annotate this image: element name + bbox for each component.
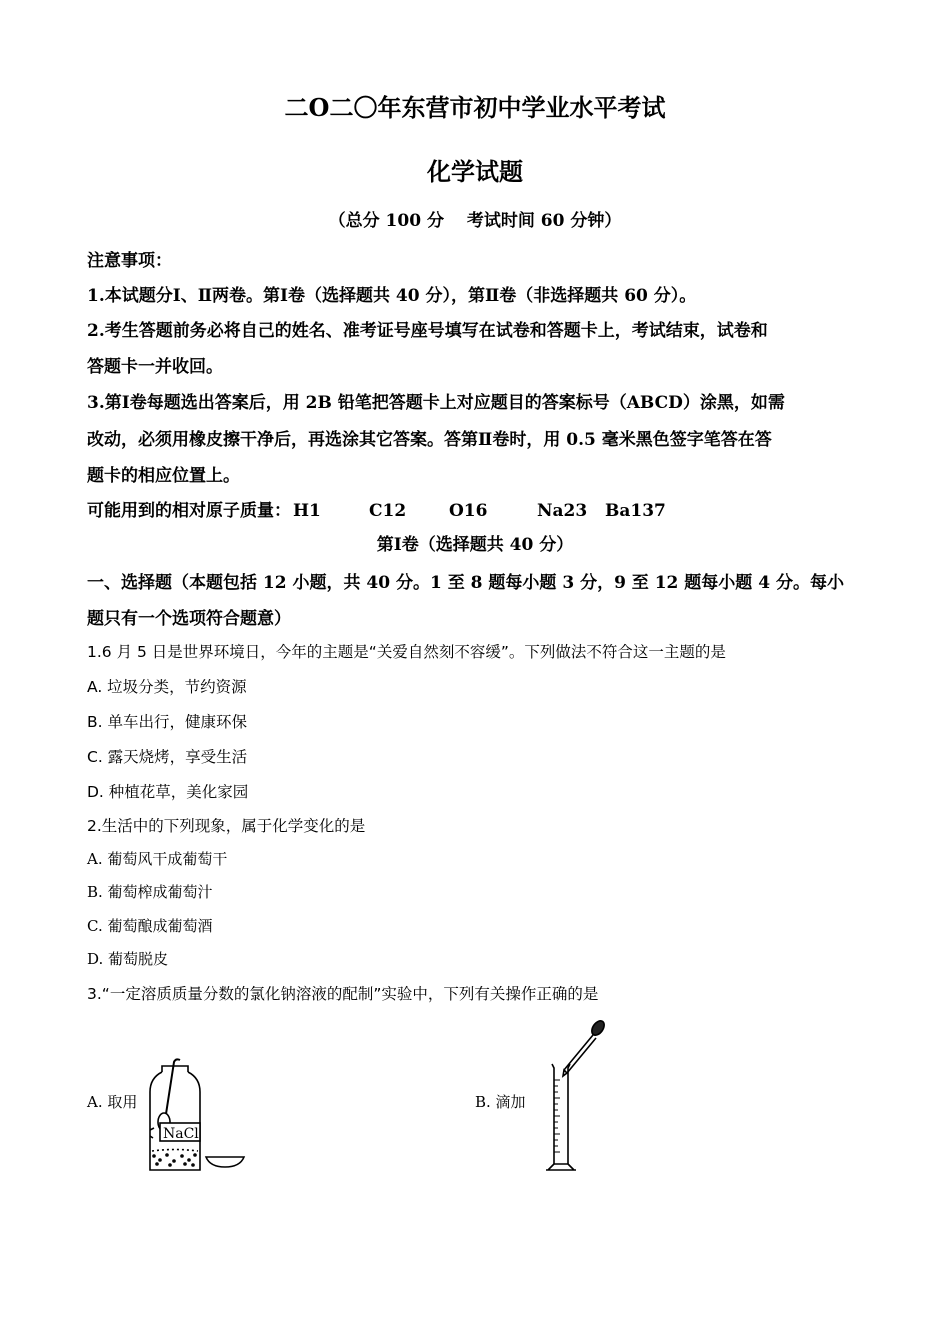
section-1-intro-line-1: 一、选择题（本题包括 12 小题，共 40 分。1 至 8 题每小题 3 分，9 至 12 题每小题 4 分。每小 [87,573,844,593]
section-1-title: 第Ⅰ卷（选择题共 40 分） [376,535,574,555]
atom-h: H1 [293,501,321,521]
q1-stem: 1.6 月 5 日是世界环境日，今年的主题是“关爱自然刻不容缓”。下列做法不符合这一主题的是 [87,643,726,661]
graduated-cylinder-figure [540,1018,615,1174]
atomic-masses [87,496,666,521]
atom-o: O16 [449,501,488,521]
atom-c: C12 [369,501,407,521]
q2-option-d: D. 葡萄脱皮 [87,950,169,968]
atom-na: Na23 [537,501,588,521]
q1-option-a: A. 垃圾分类，节约资源 [87,678,247,696]
note-3-line-3: 题卡的相应位置上。 [87,466,240,486]
q1-option-d: D. 种植花草，美化家园 [87,783,249,801]
note-1: 1.本试题分Ⅰ、Ⅱ两卷。第Ⅰ卷（选择题共 40 分），第Ⅱ卷（非选择题共 60 分）。 [87,286,697,306]
q2-option-c: C. 葡萄酿成葡萄酒 [87,917,213,935]
q1-option-b: B. 单车出行，健康环保 [87,713,247,731]
note-2-line-2: 答题卡一并收回。 [87,357,223,377]
q1-option-c: C. 露天烧烤，享受生活 [87,748,248,766]
q3-option-b: B. 滴加 [475,1093,526,1111]
exam-title: 二O二〇年东营市初中学业水平考试 [284,93,666,122]
q3-stem: 3.“一定溶质质量分数的氯化钠溶液的配制”实验中，下列有关操作正确的是 [87,985,599,1003]
reagent-bottle-figure [140,1056,250,1176]
atom-ba: Ba137 [605,501,666,521]
exam-meta: （总分 100 分 考试时间 60 分钟） [328,211,622,231]
note-2-line-1: 2.考生答题前务必将自己的姓名、准考证号座号填写在试卷和答题卡上，考试结束，试卷和 [87,321,768,341]
subject-title: 化学试题 [427,157,523,186]
bottle-label: NaCl [163,1126,199,1142]
q2-option-a: A. 葡萄风干成葡萄干 [87,850,228,868]
q3-option-a: A. 取用 [87,1093,138,1111]
note-3-line-2: 改动，必须用橡皮擦干净后，再选涂其它答案。答第Ⅱ卷时，用 0.5 毫米黑色签字笔答在答 [87,430,772,450]
atomic-masses-label: 可能用到的相对原子质量： [87,501,291,521]
q2-option-b: B. 葡萄榨成葡萄汁 [87,883,213,901]
notes-heading: 注意事项： [87,251,172,271]
section-1-intro-line-2: 题只有一个选项符合题意） [87,609,291,629]
note-3-line-1: 3.第Ⅰ卷每题选出答案后，用 2B 铅笔把答题卡上对应题目的答案标号（ABCD）涂黑，如需 [87,393,785,413]
q2-stem: 2.生活中的下列现象，属于化学变化的是 [87,817,366,835]
